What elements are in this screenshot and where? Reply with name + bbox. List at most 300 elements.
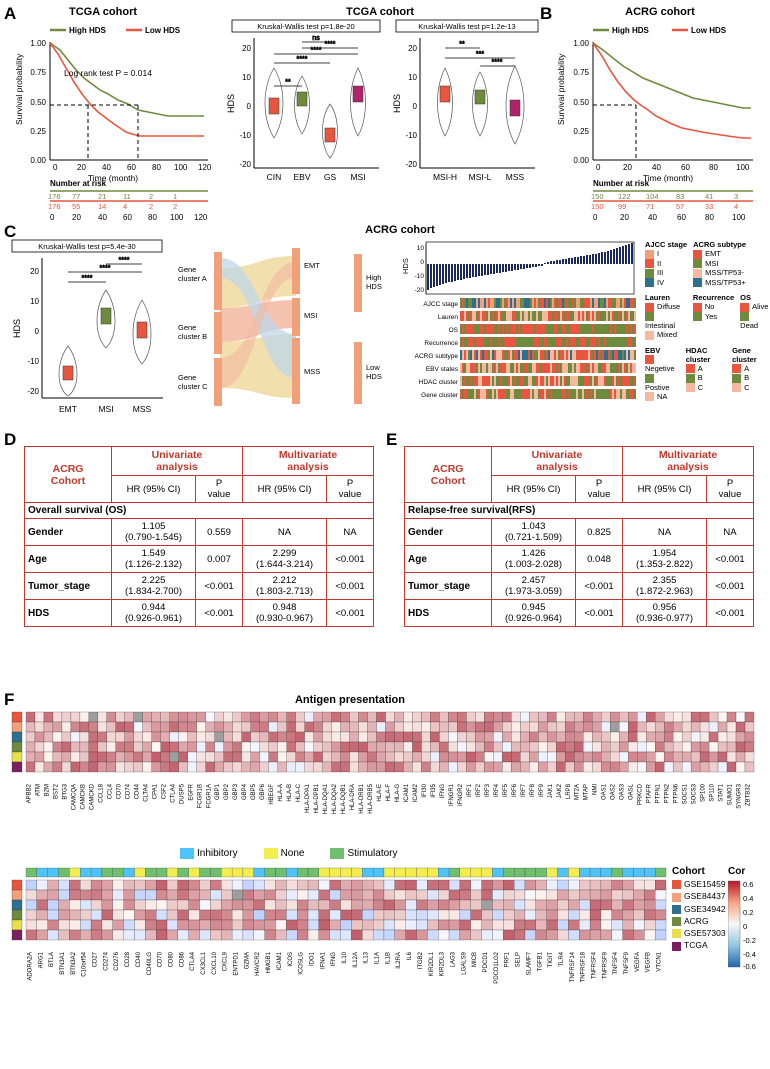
row-label: Tumor_stage [405, 573, 492, 600]
table-row [405, 573, 754, 600]
svg-text:IL13: IL13 [363, 952, 370, 964]
uni-hr: 1.043 (0.721-1.509) [492, 519, 576, 546]
cohort-swatch [672, 880, 681, 889]
svg-text:EMT: EMT [59, 404, 77, 414]
svg-text:Low HDS: Low HDS [145, 26, 181, 35]
svg-text:0.75: 0.75 [573, 68, 589, 77]
svg-text:OS: OS [448, 327, 458, 334]
svg-text:10: 10 [242, 73, 251, 82]
svg-text:77: 77 [72, 192, 81, 201]
legend-swatch [732, 374, 741, 383]
multi-hr: 2.212 (1.803-2.713) [243, 573, 327, 600]
svg-text:****: **** [296, 56, 308, 63]
svg-text:IDO1: IDO1 [309, 952, 316, 967]
svg-text:HLA-DQA2: HLA-DQA2 [332, 784, 339, 815]
legend-swatch [693, 303, 702, 312]
svg-text:HLA-DRB1: HLA-DRB1 [359, 784, 366, 814]
svg-text:HLA-A: HLA-A [278, 784, 285, 802]
svg-text:HLA-DQA1: HLA-DQA1 [323, 784, 330, 815]
legend-label: Dead [740, 321, 759, 331]
svg-text:SELP: SELP [515, 952, 522, 968]
cohort-swatch [672, 942, 681, 951]
table-row [405, 600, 754, 627]
svg-text:40: 40 [102, 163, 111, 172]
svg-text:HLA-DPB1: HLA-DPB1 [314, 784, 321, 814]
heatmap-top [10, 710, 760, 780]
svg-text:PTAFR: PTAFR [646, 784, 653, 804]
multi-p: <0.001 [327, 600, 374, 627]
svg-text:SOCS3: SOCS3 [691, 784, 698, 805]
legend-label: IV [657, 277, 665, 287]
svg-text:20: 20 [242, 44, 251, 53]
svg-text:HDS: HDS [226, 93, 236, 113]
svg-text:Kruskal-Wallis test p=1.2e-13: Kruskal-Wallis test p=1.2e-13 [418, 22, 516, 31]
svg-text:CD28: CD28 [125, 952, 132, 968]
svg-text:0: 0 [596, 163, 601, 172]
km-tcga-title: TCGA cohort [68, 6, 138, 18]
svg-text:MSI-L: MSI-L [468, 172, 492, 182]
svg-text:Lauren: Lauren [437, 314, 458, 321]
svg-text:EBV: EBV [293, 172, 311, 182]
svg-text:BST2: BST2 [53, 784, 60, 800]
svg-text:0.6: 0.6 [743, 880, 754, 889]
svg-text:HDS: HDS [366, 282, 382, 291]
svg-text:CXCL9: CXCL9 [222, 952, 229, 972]
svg-text:20: 20 [72, 213, 81, 222]
cohort-legend-title: Cohort [672, 866, 705, 877]
svg-text:0.25: 0.25 [30, 127, 46, 136]
table-e-section: Relapse-free survival(RFS) [405, 503, 754, 519]
svg-text:TNFSF4: TNFSF4 [613, 952, 620, 975]
row-label: Gender [25, 519, 112, 546]
svg-text:CAMCQA: CAMCQA [71, 784, 78, 811]
legend-swatch [645, 278, 654, 287]
svg-text:TIGIT: TIGIT [548, 952, 555, 968]
svg-text:HBEGF: HBEGF [269, 784, 276, 805]
svg-text:Survival probability: Survival probability [556, 53, 566, 125]
svg-text:HMGB1: HMGB1 [266, 952, 273, 974]
table-d-header-multi: Multivariate analysis [243, 447, 374, 476]
svg-text:GBP5: GBP5 [251, 784, 258, 801]
legend-label: Negetive [645, 364, 675, 374]
uni-hr: 0.944 (0.926-0.961) [112, 600, 196, 627]
legend-label: I [657, 249, 660, 258]
svg-text:Low HDS: Low HDS [691, 26, 727, 35]
svg-text:IFNG: IFNG [439, 784, 446, 799]
svg-text:CX3CL1: CX3CL1 [200, 952, 207, 975]
heatmap-bottom [10, 866, 670, 948]
svg-text:BTG3: BTG3 [62, 784, 69, 800]
legend-label-inhibitory: Inhibitory [197, 848, 238, 859]
row-label: Age [25, 546, 112, 573]
svg-text:TNFRSF14: TNFRSF14 [569, 952, 576, 983]
violin-tcga-msi [390, 18, 540, 198]
svg-text:80: 80 [148, 213, 157, 222]
uni-hr: 2.225 (1.834-2.700) [112, 573, 196, 600]
table-d-content [24, 446, 374, 627]
svg-text:ACRG subtype: ACRG subtype [414, 353, 458, 360]
svg-text:EBV states: EBV states [425, 366, 458, 373]
svg-text:IFNGR2: IFNGR2 [457, 784, 464, 807]
svg-text:ZBTB32: ZBTB32 [745, 784, 752, 807]
legend-label: NA [657, 391, 668, 401]
svg-text:0: 0 [743, 922, 748, 931]
svg-text:JAK2: JAK2 [556, 784, 563, 799]
svg-text:CIN: CIN [266, 172, 282, 182]
svg-text:1.00: 1.00 [30, 39, 46, 48]
svg-text:IRF4: IRF4 [493, 784, 500, 798]
svg-text:MSS: MSS [505, 172, 525, 182]
svg-text:Gene: Gene [178, 265, 197, 274]
svg-text:****: **** [81, 275, 93, 282]
legend-swatch [645, 259, 654, 268]
uni-hr: 1.105 (0.790-1.545) [112, 519, 196, 546]
sankey-diagram [178, 238, 348, 428]
multi-p: <0.001 [707, 573, 754, 600]
svg-text:4: 4 [123, 202, 128, 211]
svg-text:GZMA: GZMA [244, 952, 251, 970]
table-row [405, 546, 754, 573]
svg-text:Time (month): Time (month) [87, 173, 139, 183]
svg-text:HDS: HDS [401, 258, 410, 274]
legend-swatch [740, 303, 749, 312]
legend-label: EMT [705, 249, 721, 258]
svg-text:60: 60 [677, 213, 686, 222]
svg-text:HLA-B: HLA-B [287, 784, 294, 802]
panel-letter-b: B [540, 4, 553, 23]
uni-hr: 1.549 (1.126-2.132) [112, 546, 196, 573]
legend-swatch [693, 312, 702, 321]
uni-p: 0.559 [196, 519, 243, 546]
legend-swatch [645, 312, 654, 321]
svg-text:CSF2: CSF2 [161, 784, 168, 800]
svg-text:CAMCKD: CAMCKD [89, 784, 96, 811]
km-acrg-risk-table [548, 178, 763, 223]
table-d-sub-p2: P value [327, 476, 374, 503]
legend-swatch [693, 250, 702, 259]
legend-swatch-inhibitory [180, 848, 194, 859]
svg-text:PDCD1LG2: PDCD1LG2 [493, 952, 500, 984]
svg-text:HDS: HDS [366, 372, 382, 381]
svg-text:120: 120 [194, 213, 208, 222]
svg-text:C10orf54: C10orf54 [81, 952, 88, 977]
table-e-sub-p1: P value [576, 476, 623, 503]
svg-text:ARG1: ARG1 [38, 952, 45, 969]
svg-text:CCL18: CCL18 [98, 784, 105, 803]
svg-text:60: 60 [681, 163, 690, 172]
cohort-swatch [672, 929, 681, 938]
heatmap-category-legend [180, 848, 398, 859]
svg-text:100: 100 [174, 163, 188, 172]
legend-swatch-stimulatory [330, 848, 344, 859]
legend-label: II [657, 258, 662, 268]
panel-letter-c: C [4, 222, 17, 241]
svg-text:2: 2 [173, 202, 178, 211]
legend-label: Diffuse [657, 302, 681, 312]
svg-text:MSS: MSS [132, 404, 152, 414]
svg-text:PTPN2: PTPN2 [664, 784, 671, 804]
svg-text:cluster C: cluster C [178, 382, 208, 391]
svg-text:20: 20 [30, 267, 39, 276]
table-row [25, 600, 374, 627]
svg-text:CD40LG: CD40LG [146, 952, 153, 976]
svg-text:100: 100 [170, 213, 184, 222]
svg-text:GBP3: GBP3 [233, 784, 240, 801]
uni-p: 0.825 [576, 519, 623, 546]
svg-text:1.00: 1.00 [573, 39, 589, 48]
table-d-sub-p1: P value [196, 476, 243, 503]
svg-text:ns: ns [312, 35, 320, 42]
table-e-header-uni: Univariate analysis [492, 447, 623, 476]
row-label: Gender [405, 519, 492, 546]
svg-text:EMT: EMT [304, 261, 320, 270]
svg-text:HLA-DQB1: HLA-DQB1 [341, 784, 348, 815]
multi-hr: 0.956 (0.936-0.977) [623, 600, 707, 627]
svg-text:ICOSLG: ICOSLG [298, 952, 305, 975]
km-acrg-title: ACRG cohort [625, 6, 695, 18]
km-acrg-plot [548, 20, 763, 185]
svg-text:PDCD1: PDCD1 [483, 952, 490, 973]
svg-text:PTPN6: PTPN6 [673, 784, 680, 804]
svg-text:FCGR1B: FCGR1B [197, 784, 204, 809]
svg-text:10: 10 [416, 245, 424, 252]
cohort-legend [672, 866, 726, 951]
svg-text:CAMCKB: CAMCKB [80, 784, 87, 810]
svg-text:**: ** [285, 79, 291, 86]
svg-text:CD70: CD70 [157, 952, 164, 968]
svg-text:55: 55 [72, 202, 81, 211]
svg-text:CD44: CD44 [134, 784, 141, 800]
svg-text:IFNG: IFNG [331, 952, 338, 967]
cor-title: Cor [728, 866, 746, 877]
svg-text:Log rank test P = 0.014: Log rank test P = 0.014 [64, 68, 152, 78]
multi-hr: NA [623, 519, 707, 546]
svg-text:IFNGR1: IFNGR1 [448, 784, 455, 807]
table-row [405, 519, 754, 546]
svg-text:-10: -10 [239, 131, 251, 140]
table-row [25, 519, 374, 546]
legend-title-ebv: EBV [645, 345, 661, 355]
legend-title-ajcc: AJCC stage [645, 240, 688, 249]
cohort-label: TCGA [684, 940, 708, 951]
legend-swatch [693, 259, 702, 268]
cohort-label: GSE34942 [684, 903, 726, 914]
table-e-sub-hr2: HR (95% CI) [623, 476, 707, 503]
cohort-label: GSE15459 [684, 879, 726, 889]
svg-text:0.00: 0.00 [30, 156, 46, 165]
svg-text:CD80: CD80 [168, 952, 175, 968]
svg-text:PRF1: PRF1 [504, 952, 511, 968]
svg-text:0: 0 [593, 213, 598, 222]
svg-text:BTLA: BTLA [49, 952, 56, 968]
svg-text:BTN3A1: BTN3A1 [59, 952, 66, 975]
panel-c-title: ACRG cohort [365, 224, 435, 236]
legend-title-recurrence: Recurrence [692, 293, 735, 303]
svg-text:GBP6: GBP6 [260, 784, 267, 801]
cohort-label: GSE84437 [684, 891, 726, 902]
svg-text:0.00: 0.00 [573, 156, 589, 165]
svg-text:IRF3: IRF3 [484, 784, 491, 798]
svg-text:Gene cluster: Gene cluster [421, 392, 458, 399]
svg-text:2: 2 [149, 192, 154, 201]
svg-text:GBP1: GBP1 [215, 784, 222, 801]
legend-label: B [697, 373, 703, 383]
multi-hr: NA [243, 519, 327, 546]
svg-text:LGALS9: LGALS9 [461, 952, 468, 975]
svg-text:-20: -20 [405, 160, 417, 169]
svg-text:HDAC cluster: HDAC cluster [418, 379, 458, 386]
uni-p: <0.001 [196, 573, 243, 600]
svg-text:-0.4: -0.4 [743, 950, 756, 959]
svg-text:****: **** [491, 59, 503, 66]
svg-text:B2M: B2M [44, 784, 51, 797]
svg-text:CCL4: CCL4 [107, 784, 114, 800]
legend-title-lauren: Lauren [645, 293, 671, 303]
table-e-sub-hr1: HR (95% CI) [492, 476, 576, 503]
multi-p: <0.001 [707, 546, 754, 573]
row-label: HDS [405, 600, 492, 627]
svg-text:CTLA4: CTLA4 [170, 784, 177, 803]
table-e-sub-p2: P value [707, 476, 754, 503]
panel-letter-d: D [4, 430, 17, 449]
svg-text:MSI: MSI [98, 404, 114, 414]
svg-text:11: 11 [123, 192, 131, 201]
svg-text:ICAM2: ICAM2 [412, 784, 419, 803]
uni-p: <0.001 [576, 600, 623, 627]
svg-text:OAS1: OAS1 [601, 784, 608, 801]
table-e-header-cohort: ACRG Cohort [405, 447, 492, 503]
svg-text:2: 2 [149, 202, 154, 211]
svg-text:Number at risk: Number at risk [593, 179, 650, 188]
row-label: Tumor_stage [25, 573, 112, 600]
svg-text:20: 20 [620, 213, 629, 222]
cohort-swatch [672, 917, 681, 926]
svg-text:Kruskal-Wallis test p=1.8e-20: Kruskal-Wallis test p=1.8e-20 [257, 22, 355, 31]
svg-text:cluster A: cluster A [178, 274, 207, 283]
svg-text:MSS: MSS [304, 367, 321, 376]
svg-text:SP100: SP100 [700, 784, 707, 803]
svg-text:ICOS: ICOS [287, 952, 294, 967]
svg-text:100: 100 [736, 163, 750, 172]
legend-swatch [686, 383, 695, 392]
svg-text:KIR2DL3: KIR2DL3 [439, 952, 446, 977]
svg-text:IL1B: IL1B [385, 952, 392, 965]
svg-text:IRF1: IRF1 [466, 784, 473, 798]
legend-swatch [645, 392, 654, 401]
legend-title-os: OS [740, 293, 752, 303]
svg-text:IRF8: IRF8 [529, 784, 536, 798]
svg-text:60: 60 [123, 213, 132, 222]
svg-text:AJCC stage: AJCC stage [423, 301, 458, 308]
svg-text:CD274: CD274 [103, 952, 110, 971]
svg-text:IFI30: IFI30 [421, 784, 428, 798]
legend-label: Alive [752, 302, 769, 312]
svg-text:VEGFA: VEGFA [634, 952, 641, 973]
svg-text:60: 60 [127, 163, 136, 172]
svg-text:CD86: CD86 [179, 952, 186, 968]
svg-text:0: 0 [34, 327, 39, 336]
svg-text:CD276: CD276 [114, 952, 121, 971]
legend-label: Mixed [657, 330, 678, 340]
svg-text:IRF2: IRF2 [475, 784, 482, 798]
svg-text:-20: -20 [414, 287, 424, 294]
km-tcga-risk-table [8, 178, 218, 223]
table-row [25, 573, 374, 600]
uni-hr: 0.945 (0.926-0.964) [492, 600, 576, 627]
svg-text:TNFRSF4: TNFRSF4 [591, 952, 598, 979]
heatmap-bottom-gene-labels [10, 950, 670, 1012]
multi-hr: 2.299 (1.644-3.214) [243, 546, 327, 573]
svg-text:HLA-DPA1: HLA-DPA1 [305, 784, 312, 813]
svg-text:99: 99 [618, 202, 627, 211]
svg-text:STAT1: STAT1 [718, 784, 725, 802]
svg-text:20: 20 [77, 163, 86, 172]
svg-text:0: 0 [50, 213, 55, 222]
svg-text:ENTPD1: ENTPD1 [233, 952, 240, 976]
legend-label: C [697, 382, 704, 392]
svg-text:****: **** [324, 41, 336, 48]
legend-label: Yes [704, 311, 718, 321]
table-d-header-uni: Univariate analysis [112, 447, 243, 476]
svg-text:IL2RA: IL2RA [396, 952, 403, 969]
svg-text:0.25: 0.25 [573, 127, 589, 136]
svg-text:TNFRSF9: TNFRSF9 [602, 952, 609, 979]
km-tcga-plot [8, 20, 218, 185]
svg-text:****: **** [99, 265, 111, 272]
svg-text:-20: -20 [239, 160, 251, 169]
svg-text:EGFR: EGFR [188, 784, 195, 801]
svg-text:IL10: IL10 [342, 952, 348, 964]
svg-text:SOCS1: SOCS1 [682, 784, 689, 805]
legend-swatch [645, 303, 654, 312]
svg-text:HDS: HDS [392, 93, 402, 113]
svg-text:PRKCD: PRKCD [637, 784, 644, 806]
svg-text:OAS3: OAS3 [619, 784, 626, 801]
svg-text:0: 0 [412, 102, 417, 111]
svg-text:Recurrence: Recurrence [424, 340, 458, 347]
svg-text:ICAM1: ICAM1 [403, 784, 410, 803]
legend-swatch [693, 269, 702, 278]
svg-text:TLR4: TLR4 [558, 952, 565, 967]
svg-text:-10: -10 [405, 131, 417, 140]
multi-hr: 0.948 (0.930-0.967) [243, 600, 327, 627]
legend-swatch [686, 374, 695, 383]
legend-swatch [645, 331, 654, 340]
legend-title-acrg: ACRG subtype [693, 240, 747, 249]
svg-text:71: 71 [646, 202, 655, 211]
svg-text:0.50: 0.50 [30, 98, 46, 107]
legend-swatch [686, 364, 695, 373]
svg-text:NMI: NMI [592, 784, 599, 795]
cohort-label: ACRG [684, 915, 709, 926]
svg-text:57: 57 [676, 202, 685, 211]
svg-text:0.2: 0.2 [743, 908, 754, 917]
svg-text:TNFRSF18: TNFRSF18 [580, 952, 587, 983]
svg-text:-0.6: -0.6 [743, 962, 756, 971]
svg-text:Low: Low [366, 363, 380, 372]
svg-text:0: 0 [53, 163, 58, 172]
legend-inhibitory [180, 848, 238, 859]
panel-letter-e: E [386, 430, 398, 449]
legend-label: A [744, 363, 750, 373]
svg-text:VEGFB: VEGFB [645, 952, 652, 973]
svg-text:20: 20 [408, 44, 417, 53]
svg-text:41: 41 [705, 192, 714, 201]
svg-text:80: 80 [152, 163, 161, 172]
svg-text:KIR2DL1: KIR2DL1 [428, 952, 435, 977]
svg-text:MSI: MSI [304, 311, 318, 320]
legend-swatch [645, 355, 654, 364]
